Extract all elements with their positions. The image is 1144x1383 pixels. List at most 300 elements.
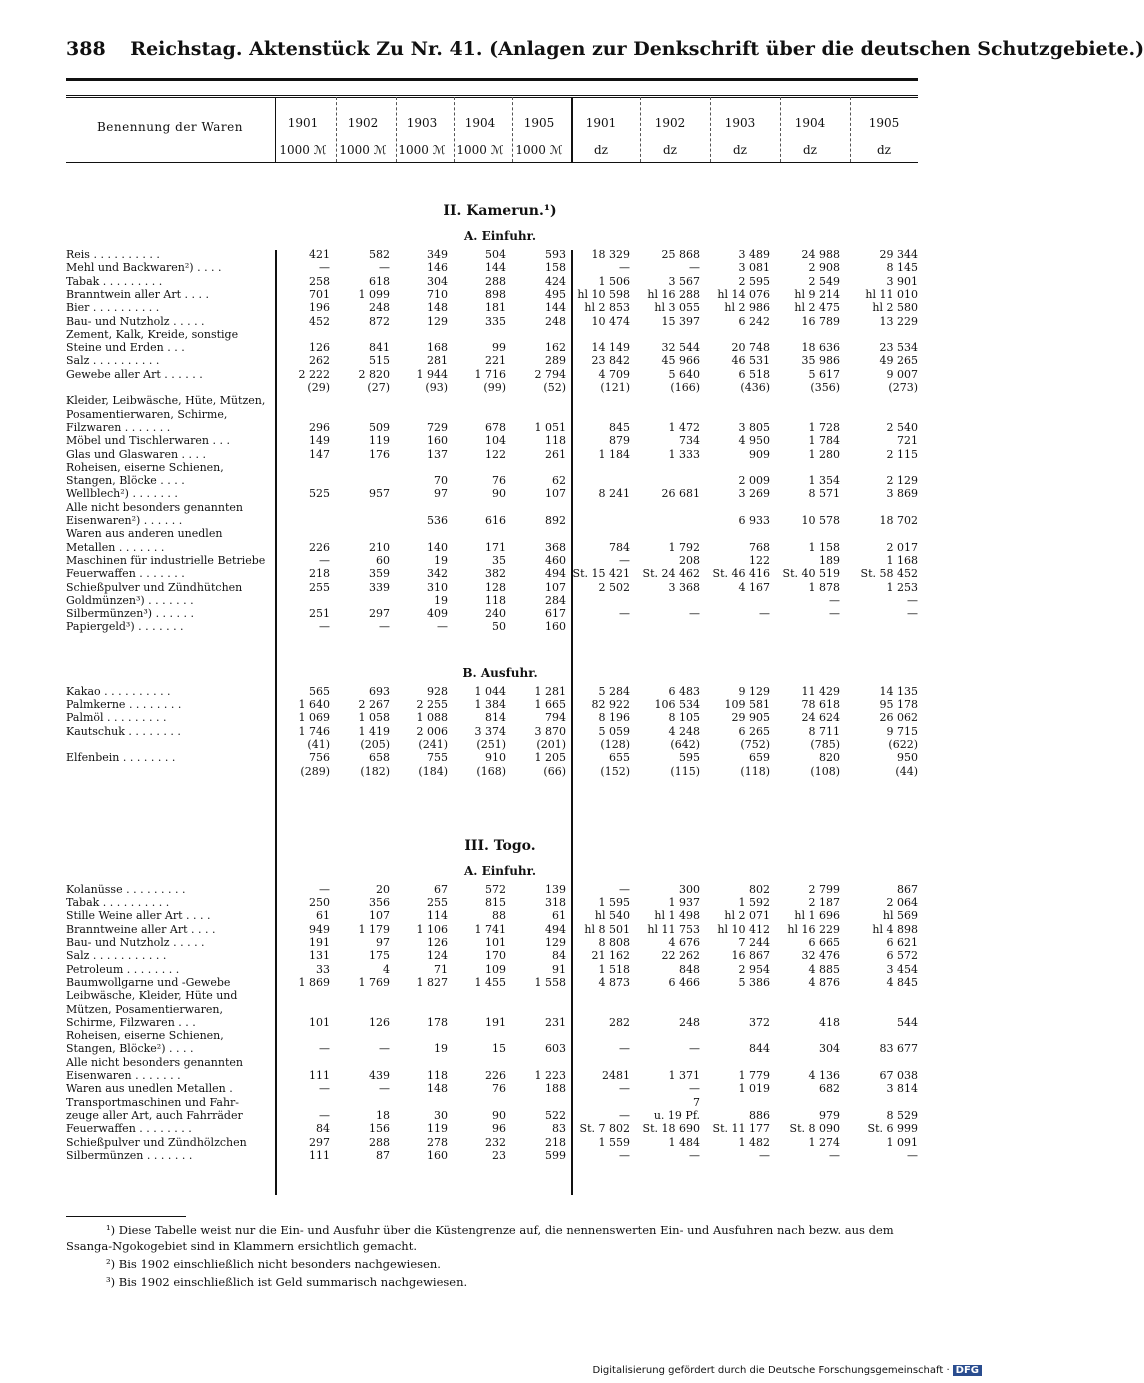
value-cell: 4 873 [598,975,630,989]
value-cell: 232 [485,1135,506,1149]
value-cell: 240 [485,607,506,621]
table-row [0,1042,1000,1055]
value-cell: — [829,1148,840,1162]
table-row [0,341,1000,354]
table-row [0,936,1000,949]
value-cell: 957 [369,487,390,501]
value-cell: 509 [369,420,390,434]
value-cell: 494 [545,922,566,936]
value-cell: 1 158 [808,540,840,554]
dfg-logo: DFG [953,1365,982,1376]
table-row [0,751,1000,764]
table-row [0,923,1000,936]
value-cell: — [437,620,448,634]
footnote-2: ²) Bis 1902 einschließlich nicht besonders nachgewiesen. [106,1257,441,1271]
value-cell: St. 24 462 [642,567,700,581]
head-divider [275,97,276,162]
value-cell: 1 558 [534,975,566,989]
unit-header: dz [593,143,608,157]
table-row [0,896,1000,909]
value-cell: 950 [897,751,918,765]
value-cell: (66) [543,764,566,778]
value-cell: St. 6 999 [867,1122,918,1136]
value-cell: 282 [609,1015,630,1029]
commodity-name: Stangen, Blöcke . . . . [66,474,185,488]
value-cell: 35 [492,553,506,567]
value-cell: hl 2 580 [872,301,918,315]
value-cell: 107 [545,487,566,501]
value-cell: 18 702 [879,514,918,527]
value-cell: 1 019 [738,1082,770,1096]
value-cell: 304 [819,1042,840,1056]
value-cell: 189 [819,553,840,567]
value-cell: 19 [434,593,448,607]
commodity-name: Papiergeld³) . . . . . . . [66,620,184,634]
table-row [0,1122,1000,1135]
value-cell: 536 [427,514,448,527]
value-cell: 111 [309,1069,330,1082]
value-cell: (251) [476,737,506,751]
page-number: 388 [66,38,106,60]
commodity-name: Steine und Erden . . . [66,341,185,355]
value-cell: 78 618 [801,698,840,711]
value-cell: 841 [369,341,390,355]
value-cell: 655 [609,751,630,765]
value-cell: 248 [679,1015,700,1029]
value-cell: 30 [434,1108,448,1122]
value-cell: 96 [492,1122,506,1136]
value-cell: 3 805 [738,420,770,434]
commodity-name: Feuerwaffen . . . . . . . [66,567,185,581]
value-cell: 83 677 [879,1042,918,1056]
value-cell: 76 [492,474,506,488]
value-cell: 4 885 [808,962,840,976]
value-cell: 909 [749,447,770,461]
value-cell: 3 870 [534,724,566,738]
value-cell: 95 178 [879,698,918,711]
commodity-name: Leibwäsche, Kleider, Hüte und [66,989,238,1003]
value-cell: 23 842 [591,354,630,368]
table-row [0,461,1000,474]
value-cell: 356 [369,896,390,910]
value-cell: 14 149 [591,341,630,355]
value-cell: (168) [476,764,506,778]
value-cell: 250 [309,896,330,910]
value-cell: 2 222 [298,367,330,381]
value-cell: 140 [427,540,448,554]
value-cell: 111 [309,1148,330,1162]
table-row [0,1003,1000,1016]
value-cell: 149 [309,434,330,448]
year-header: 1904 [464,116,496,130]
column-divider-head [512,97,513,162]
value-cell: 2 267 [358,698,390,711]
value-cell: 1 281 [534,684,566,698]
year-header: 1902 [347,116,379,130]
value-cell: 1 044 [474,684,506,698]
commodity-name: Kleider, Leibwäsche, Hüte, Mützen, [66,394,266,408]
value-cell: 160 [427,434,448,448]
value-cell: 439 [369,1069,390,1082]
value-cell: St. 46 416 [712,567,770,581]
value-cell: 46 531 [731,354,770,368]
commodity-name: Transportmaschinen und Fahr- [66,1095,240,1109]
value-cell: 156 [369,1122,390,1136]
value-cell: 126 [427,936,448,949]
column-divider-head [780,97,781,162]
table-row [0,1149,1000,1162]
value-cell: 710 [427,287,448,301]
value-cell: 18 [376,1108,390,1122]
value-cell: 1 168 [886,553,918,567]
table-row [0,989,1000,1002]
value-cell: 119 [427,1122,448,1136]
value-cell: (273) [888,381,918,394]
value-cell: 19 [434,553,448,567]
year-header: 1901 [287,116,319,130]
table-row [0,738,1000,751]
value-cell: 504 [485,248,506,261]
value-cell: — [319,553,330,567]
table-row [0,527,1000,540]
value-cell: 158 [545,261,566,275]
value-cell: 218 [309,567,330,581]
value-cell: (115) [670,764,700,778]
value-cell: 515 [369,354,390,368]
value-cell: hl 2 071 [724,909,770,923]
value-cell: 3 901 [886,274,918,288]
value-cell: — [907,607,918,621]
value-cell: 2 595 [738,274,770,288]
value-cell: 1 106 [416,922,448,936]
value-cell: hl 1 498 [654,909,700,923]
value-cell: hl 4 898 [872,922,918,936]
value-cell: 261 [545,447,566,461]
value-cell: 768 [749,540,770,554]
value-cell: 88 [492,909,506,923]
value-cell: 32 476 [801,949,840,963]
table-row [0,408,1000,421]
commodity-name: Gewebe aller Art . . . . . . [66,367,203,381]
value-cell: 23 [492,1148,506,1162]
value-cell: 845 [609,420,630,434]
value-cell: 1 099 [358,287,390,301]
value-cell: 6 621 [886,936,918,949]
value-cell: 6 665 [808,936,840,949]
value-cell: (108) [810,764,840,778]
value-cell: 71 [434,962,448,976]
value-cell: 106 534 [654,698,700,711]
commodity-name: Maschinen für industrielle Betriebe [66,553,266,567]
value-cell: 1 484 [668,1135,700,1149]
value-cell: 6 483 [668,684,700,698]
table-row [0,354,1000,367]
value-cell: 382 [485,567,506,581]
value-cell: 160 [545,620,566,634]
value-cell: 19 [434,1042,448,1056]
table-row [0,1136,1000,1149]
value-cell: 278 [427,1135,448,1149]
commodity-name: Branntwein aller Art . . . . [66,287,209,301]
value-cell: — [759,607,770,621]
value-cell: 1 179 [358,922,390,936]
value-cell: 5 284 [598,684,630,698]
value-cell: 844 [749,1042,770,1056]
value-cell: 2 794 [534,367,566,381]
value-cell: — [689,1042,700,1056]
value-cell: (642) [670,737,700,751]
value-cell: 29 344 [879,248,918,261]
unit-header: 1000 ℳ [515,143,563,157]
value-cell: 372 [749,1015,770,1029]
value-cell: hl 2 853 [584,301,630,315]
table-row [0,434,1000,447]
value-cell: 297 [369,607,390,621]
value-cell: 26 062 [879,711,918,725]
value-cell: 296 [309,420,330,434]
value-cell: 1 728 [808,420,840,434]
value-cell: 126 [309,341,330,355]
value-cell: 15 [492,1042,506,1056]
value-cell: 1 937 [668,896,700,910]
commodity-name: Wellblech²) . . . . . . . [66,487,178,501]
table-row [0,501,1000,514]
value-cell: 3 269 [738,487,770,501]
value-cell: 146 [427,261,448,275]
value-cell: 4 876 [808,975,840,989]
column-divider-head [640,97,641,162]
value-cell: 4 248 [668,724,700,738]
value-cell: 4 709 [598,367,630,381]
subsection-title: A. Einfuhr. [463,863,537,878]
value-cell: 144 [485,261,506,275]
year-header: 1905 [868,116,900,130]
commodity-name: Filzwaren . . . . . . . [66,420,171,434]
value-cell: 8 241 [598,487,630,501]
value-cell: 1 716 [474,367,506,381]
value-cell: 70 [434,474,448,488]
table-row [0,394,1000,407]
table-head-rule [66,162,918,163]
value-cell: 2 549 [808,274,840,288]
commodity-name: Roheisen, eiserne Schienen, [66,460,224,474]
value-cell: 188 [545,1082,566,1096]
value-cell: — [689,1148,700,1162]
commodity-name: Roheisen, eiserne Schienen, [66,1029,224,1043]
value-cell: 721 [897,434,918,448]
commodity-name: Alle nicht besonders genannten [66,500,243,514]
year-header: 1903 [724,116,756,130]
table-row [0,1096,1000,1109]
value-cell: 617 [545,607,566,621]
value-cell: 8 571 [808,487,840,501]
value-cell: — [759,1148,770,1162]
value-cell: 9 715 [886,724,918,738]
value-cell: 4 676 [668,936,700,949]
table-row [0,909,1000,922]
value-cell: 848 [679,962,700,976]
value-cell: 872 [369,314,390,328]
section-title: III. Togo. [464,837,536,854]
value-cell: 682 [819,1082,840,1096]
commodity-name: zeuge aller Art, auch Fahrräder [66,1108,243,1122]
value-cell: 297 [309,1135,330,1149]
table-row [0,963,1000,976]
value-cell: 107 [545,580,566,594]
value-cell: 288 [369,1135,390,1149]
value-cell: 14 135 [879,684,918,698]
column-divider-head [396,97,397,162]
value-cell: (184) [418,764,448,778]
value-cell: 2 009 [738,474,770,488]
value-cell: 90 [492,1108,506,1122]
commodity-name: Baumwollgarne und -Gewebe [66,975,231,989]
table-row [0,1082,1000,1095]
table-row [0,248,1000,261]
value-cell: — [619,1042,630,1056]
commodity-name: Tabak . . . . . . . . . [66,274,163,288]
value-cell: 949 [309,922,330,936]
value-cell: 4 167 [738,580,770,594]
value-cell: 25 868 [661,248,700,261]
value-cell: (201) [536,737,566,751]
value-cell: St. 58 452 [860,567,918,581]
commodity-name: Tabak . . . . . . . . . . [66,896,170,910]
value-cell: 1 455 [474,975,506,989]
value-cell: 107 [369,909,390,923]
value-cell: 2 908 [808,261,840,275]
table-row [0,1069,1000,1082]
value-cell: 1 784 [808,434,840,448]
value-cell: 60 [376,553,390,567]
value-cell: 24 624 [801,711,840,725]
value-cell: 160 [427,1148,448,1162]
value-cell: 231 [545,1015,566,1029]
table-row [0,474,1000,487]
value-cell: 2 129 [886,474,918,488]
value-cell: 9 129 [738,684,770,698]
value-cell: 104 [485,434,506,448]
value-cell: 2 954 [738,962,770,976]
value-cell: (241) [418,737,448,751]
value-cell: 1 506 [598,274,630,288]
value-cell: 61 [552,909,566,923]
value-cell: 2481 [602,1069,630,1082]
value-cell: 1 769 [358,975,390,989]
commodity-name: Palmkerne . . . . . . . . [66,698,182,711]
value-cell: 1 058 [358,711,390,725]
value-cell: hl 14 076 [717,287,770,301]
table-top-rule [66,95,918,96]
value-cell: 21 162 [591,949,630,963]
value-cell: 2 115 [886,447,918,461]
value-cell: 678 [485,420,506,434]
table-row [0,1056,1000,1069]
commodity-name: Schirme, Filzwaren . . . [66,1015,196,1029]
value-cell: 1 878 [808,580,840,594]
value-cell: 460 [545,553,566,567]
unit-header: 1000 ℳ [339,143,387,157]
value-cell: 1 472 [668,420,700,434]
value-cell: hl 11 753 [647,922,700,936]
value-cell: 83 [552,1122,566,1136]
value-cell: 1 746 [298,724,330,738]
value-cell: 1 665 [534,698,566,711]
value-cell: 599 [545,1148,566,1162]
value-cell: 572 [485,882,506,896]
column-header-name: Benennung der Waren [96,120,243,134]
value-cell: 284 [545,593,566,607]
value-cell: hl 540 [594,909,630,923]
table-row [0,949,1000,962]
value-cell: (356) [810,381,840,394]
table-row [0,620,1000,633]
value-cell: 170 [485,949,506,963]
table-row [0,976,1000,989]
subsection-title: B. Ausfuhr. [462,665,538,680]
value-cell: 226 [309,540,330,554]
value-cell: 8 145 [886,261,918,275]
value-cell: 62 [552,474,566,488]
value-cell: 734 [679,434,700,448]
value-cell: 4 950 [738,434,770,448]
commodity-name: Eisenwaren²) . . . . . . [66,514,183,527]
digitization-credit [592,1365,982,1376]
value-cell: 701 [309,287,330,301]
commodity-name: Mützen, Posamentierwaren, [66,1002,223,1016]
commodity-name: Kakao . . . . . . . . . . [66,684,171,698]
value-cell: 494 [545,567,566,581]
value-cell: 50 [492,620,506,634]
value-cell: 3 374 [474,724,506,738]
value-cell: 3 368 [668,580,700,594]
table-row [0,607,1000,620]
value-cell: 84 [316,1122,330,1136]
table-row [0,381,1000,394]
value-cell: 1 253 [886,580,918,594]
column-divider-head [336,97,337,162]
value-cell: 1 371 [668,1069,700,1082]
value-cell: 262 [309,354,330,368]
value-cell: — [689,1082,700,1096]
value-cell: 421 [309,248,330,261]
value-cell: — [319,620,330,634]
value-cell: 3 489 [738,248,770,261]
value-cell: hl 569 [882,909,918,923]
value-cell: 126 [369,1015,390,1029]
value-cell: 13 229 [879,314,918,328]
commodity-name: Salz . . . . . . . . . . . [66,949,167,963]
value-cell: 148 [427,301,448,315]
unit-header: 1000 ℳ [398,143,446,157]
value-cell: 101 [485,936,506,949]
value-cell: 616 [485,514,506,527]
value-cell: — [619,1148,630,1162]
value-cell: 122 [485,447,506,461]
value-cell: 67 038 [879,1069,918,1082]
value-cell: 755 [427,751,448,765]
value-cell: 5 617 [808,367,840,381]
value-cell: 3 869 [886,487,918,501]
value-cell: 8 529 [886,1108,918,1122]
value-cell: 802 [749,882,770,896]
unit-header: dz [732,143,747,157]
value-cell: 131 [309,949,330,963]
commodity-name: Stangen, Blöcke²) . . . . [66,1042,194,1056]
value-cell: St. 40 519 [782,567,840,581]
value-cell: 124 [427,949,448,963]
value-cell: 191 [309,936,330,949]
